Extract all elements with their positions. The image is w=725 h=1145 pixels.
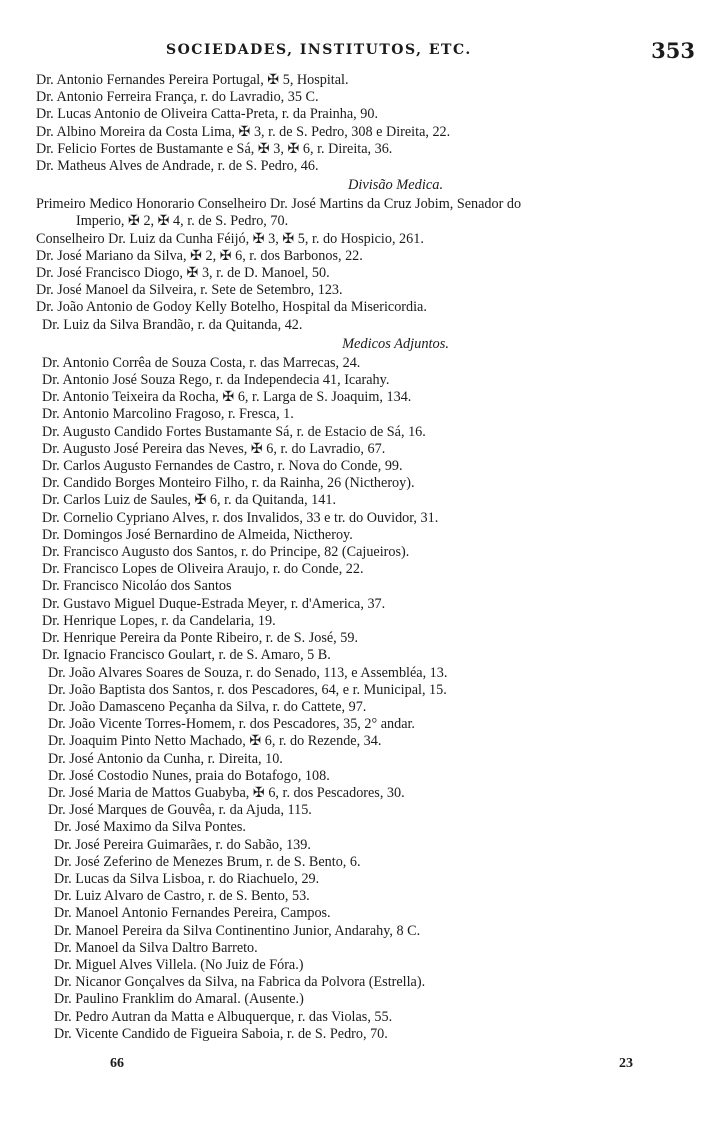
section-heading-divisao: Divisão Medica. xyxy=(347,177,444,194)
entry-line: Dr. José Maximo da Silva Pontes. xyxy=(54,819,246,836)
entry-line: Dr. Pedro Autran da Matta e Albuquerque, r. das Violas, 55. xyxy=(54,1008,393,1025)
entry-line: Primeiro Medico Honorario Conselheiro Dr. José Martins da Cruz Jobim, Senador do xyxy=(36,196,522,213)
entry-line: Dr. Manoel da Silva Daltro Barreto. xyxy=(54,939,258,956)
entry-line: Dr. José Pereira Guimarães, r. do Sabão, 139. xyxy=(54,836,311,853)
footer-signature-right: 23 xyxy=(619,1056,633,1071)
entry-line: Dr. Lucas Antonio de Oliveira Catta-Preta, r. da Prainha, 90. xyxy=(36,106,378,123)
entry-line: Dr. João Antonio de Godoy Kelly Botelho, Hospital da Misericordia. xyxy=(36,299,427,316)
entry-line: Dr. Gustavo Miguel Duque-Estrada Meyer, r. d'America, 37. xyxy=(42,595,386,612)
entry-line: Dr. Manoel Pereira da Silva Continentino Junior, Andarahy, 8 C. xyxy=(54,922,421,939)
entry-line: Dr. Antonio Teixeira da Rocha, ✠ 6, r. Larga de S. Joaquim, 134. xyxy=(42,389,412,406)
entry-line: Dr. João Baptista dos Santos, r. dos Pescadores, 64, e r. Municipal, 15. xyxy=(48,681,447,698)
entry-line-continuation: Imperio, ✠ 2, ✠ 4, r. de S. Pedro, 70. xyxy=(76,213,289,230)
entries-divisao xyxy=(36,196,695,334)
entry-line: Dr. Carlos Augusto Fernandes de Castro, r. Nova do Conde, 99. xyxy=(42,458,403,475)
entry-line: Dr. João Vicente Torres-Homem, r. dos Pescadores, 35, 2° andar. xyxy=(48,716,415,733)
footer-signature-left: 66 xyxy=(110,1056,124,1071)
entry-line: Dr. Vicente Candido de Figueira Saboia, r. de S. Pedro, 70. xyxy=(54,1025,388,1042)
entry-line: Dr. Francisco Nicoláo dos Santos xyxy=(42,578,232,595)
entry-line: Dr. José Marques de Gouvêa, r. da Ajuda, 115. xyxy=(48,802,312,819)
entry-line: Dr. Antonio Ferreira França, r. do Lavradio, 35 C. xyxy=(36,89,319,106)
entry-line: Dr. Francisco Lopes de Oliveira Araujo, r. do Conde, 22. xyxy=(42,561,364,578)
section-heading-adjuntos: Medicos Adjuntos. xyxy=(342,335,449,352)
entry-line: Dr. José Costodio Nunes, praia do Botafogo, 108. xyxy=(48,767,330,784)
entry-line: Conselheiro Dr. Luiz da Cunha Féijó, ✠ 3, ✠ 5, r. do Hospicio, 261. xyxy=(36,230,424,247)
entry-line: Dr. José Maria de Mattos Guabyba, ✠ 6, r. dos Pescadores, 30. xyxy=(48,784,405,801)
entry-line: Dr. Matheus Alves de Andrade, r. de S. Pedro, 46. xyxy=(36,158,319,175)
entry-line: Dr. Augusto José Pereira das Neves, ✠ 6, r. do Lavradio, 67. xyxy=(42,440,386,457)
entry-line: Dr. José Mariano da Silva, ✠ 2, ✠ 6, r. dos Barbonos, 22. xyxy=(36,247,363,264)
entry-line: Dr. Antonio Marcolino Fragoso, r. Fresca, 1. xyxy=(42,406,294,423)
entry-line: Dr. Felicio Fortes de Bustamante e Sá, ✠ 3, ✠ 6, r. Direita, 36. xyxy=(36,140,393,157)
entry-line: Dr. João Damasceno Peçanha da Silva, r. do Cattete, 97. xyxy=(48,698,367,715)
entry-line: Dr. Nicanor Gonçalves da Silva, na Fabrica da Polvora (Estrella). xyxy=(54,974,426,991)
entry-line: Dr. Albino Moreira da Costa Lima, ✠ 3, r. de S. Pedro, 308 e Direita, 22. xyxy=(36,123,451,140)
entry-line: Dr. José Francisco Diogo, ✠ 3, r. de D. Manoel, 50. xyxy=(36,265,330,282)
page-header xyxy=(36,38,695,72)
entry-line: Dr. Francisco Augusto dos Santos, r. do Principe, 82 (Cajueiros). xyxy=(42,544,410,561)
entry-line: Dr. Luiz Alvaro de Castro, r. de S. Bento, 53. xyxy=(54,888,310,905)
entry-line: Dr. Luiz da Silva Brandão, r. da Quitanda, 42. xyxy=(42,316,303,333)
entries-top xyxy=(36,72,695,175)
entry-line: Dr. Domingos José Bernardino de Almeida, Nictheroy. xyxy=(42,526,353,543)
entry-line: Dr. Ignacio Francisco Goulart, r. de S. Amaro, 5 B. xyxy=(42,647,331,664)
entries-adjuntos xyxy=(36,355,695,1043)
entry-line: Dr. Lucas da Silva Lisboa, r. do Riachuelo, 29. xyxy=(54,870,320,887)
entry-line: Dr. José Antonio da Cunha, r. Direita, 10. xyxy=(48,750,283,767)
entry-line: Dr. Manoel Antonio Fernandes Pereira, Campos. xyxy=(54,905,331,922)
entry-line: Dr. Henrique Lopes, r. da Candelaria, 19. xyxy=(42,612,276,629)
entry-line: Dr. José Manoel da Silveira, r. Sete de Setembro, 123. xyxy=(36,282,343,299)
entry-line: Dr. Cornelio Cypriano Alves, r. dos Invalidos, 33 e tr. do Ouvidor, 31. xyxy=(42,509,439,526)
entry-line: Dr. Augusto Candido Fortes Bustamante Sá, r. de Estacio de Sá, 16. xyxy=(42,423,426,440)
entry-line: Dr. João Alvares Soares de Souza, r. do Senado, 113, e Assembléa, 13. xyxy=(48,664,448,681)
running-title: SOCIEDADES, INSTITUTOS, ETC. xyxy=(166,42,472,58)
entry-line: Dr. Joaquim Pinto Netto Machado, ✠ 6, r. do Rezende, 34. xyxy=(48,733,382,750)
entry-line: Dr. Henrique Pereira da Ponte Ribeiro, r. de S. José, 59. xyxy=(42,630,359,647)
entry-line: Dr. José Zeferino de Menezes Brum, r. de S. Bento, 6. xyxy=(54,853,361,870)
entry-line: Dr. Antonio Corrêa de Souza Costa, r. das Marrecas, 24. xyxy=(42,354,361,371)
entry-line: Dr. Antonio José Souza Rego, r. da Independecia 41, Icarahy. xyxy=(42,372,390,389)
entry-line: Dr. Candido Borges Monteiro Filho, r. da Rainha, 26 (Nictheroy). xyxy=(42,475,415,492)
entry-line: Dr. Antonio Fernandes Pereira Portugal, ✠ 5, Hospital. xyxy=(36,72,349,88)
page-number: 353 xyxy=(651,38,695,63)
entry-line: Dr. Carlos Luiz de Saules, ✠ 6, r. da Quitanda, 141. xyxy=(42,492,337,509)
entry-line: Dr. Miguel Alves Villela. (No Juiz de Fóra.) xyxy=(54,956,304,973)
entry-line: Dr. Paulino Franklim do Amaral. (Ausente.) xyxy=(54,991,304,1008)
